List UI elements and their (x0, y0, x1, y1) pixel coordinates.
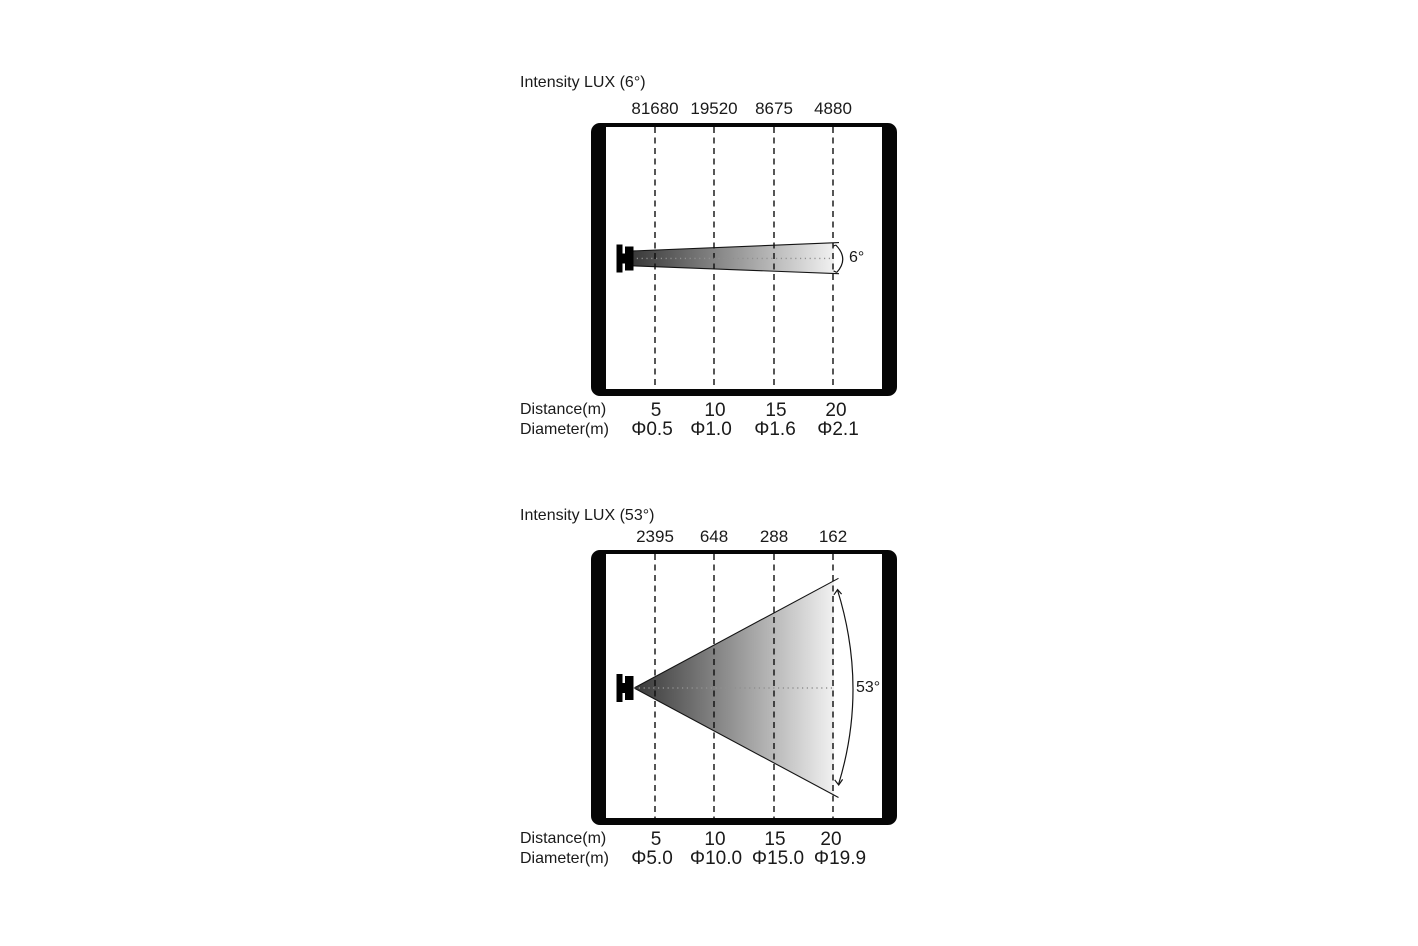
distance-value: 15 (765, 400, 787, 421)
diameter-value: Φ15.0 (751, 848, 805, 869)
diameter-value: Φ0.5 (631, 419, 673, 440)
distance-row-label: Distance(m) (520, 401, 607, 418)
intensity-value: 4880 (814, 99, 852, 118)
intensity-value: 162 (818, 527, 848, 546)
distance-value: 5 (650, 829, 662, 850)
light-fixture-icon (617, 245, 634, 273)
diameter-row-label: Diameter(m) (520, 850, 609, 867)
distance-value: 10 (704, 829, 726, 850)
beam-diagram-53deg (591, 550, 897, 825)
diameter-value: Φ1.6 (754, 419, 796, 440)
beam-angle-arc-tick (834, 271, 837, 273)
intensity-value: 288 (759, 527, 789, 546)
distance-value: 20 (825, 400, 847, 421)
beam-angle-label: 53° (856, 679, 881, 696)
intensity-value: 81680 (631, 99, 679, 118)
distance-value: 10 (704, 400, 726, 421)
diagram-title: Intensity LUX (6°) (520, 74, 646, 91)
intensity-value: 648 (699, 527, 729, 546)
diameter-value: Φ10.0 (689, 848, 743, 869)
intensity-value: 19520 (690, 99, 738, 118)
diameter-value: Φ19.9 (813, 848, 867, 869)
beam-angle-arc (836, 245, 843, 272)
distance-value: 15 (764, 829, 786, 850)
distance-row-label: Distance(m) (520, 830, 607, 847)
diameter-value: Φ1.0 (690, 419, 732, 440)
distance-value: 20 (820, 829, 842, 850)
diameter-row-label: Diameter(m) (520, 421, 609, 438)
diameter-value: Φ2.1 (817, 419, 859, 440)
diagram-title: Intensity LUX (53°) (520, 507, 655, 524)
beam-angle-arc (838, 590, 854, 785)
intensity-value: 2395 (636, 527, 674, 546)
intensity-value: 8675 (755, 99, 793, 118)
distance-value: 5 (650, 400, 662, 421)
light-fixture-icon (617, 674, 634, 702)
beam-angle-label: 6° (849, 249, 865, 266)
diameter-value: Φ5.0 (631, 848, 673, 869)
